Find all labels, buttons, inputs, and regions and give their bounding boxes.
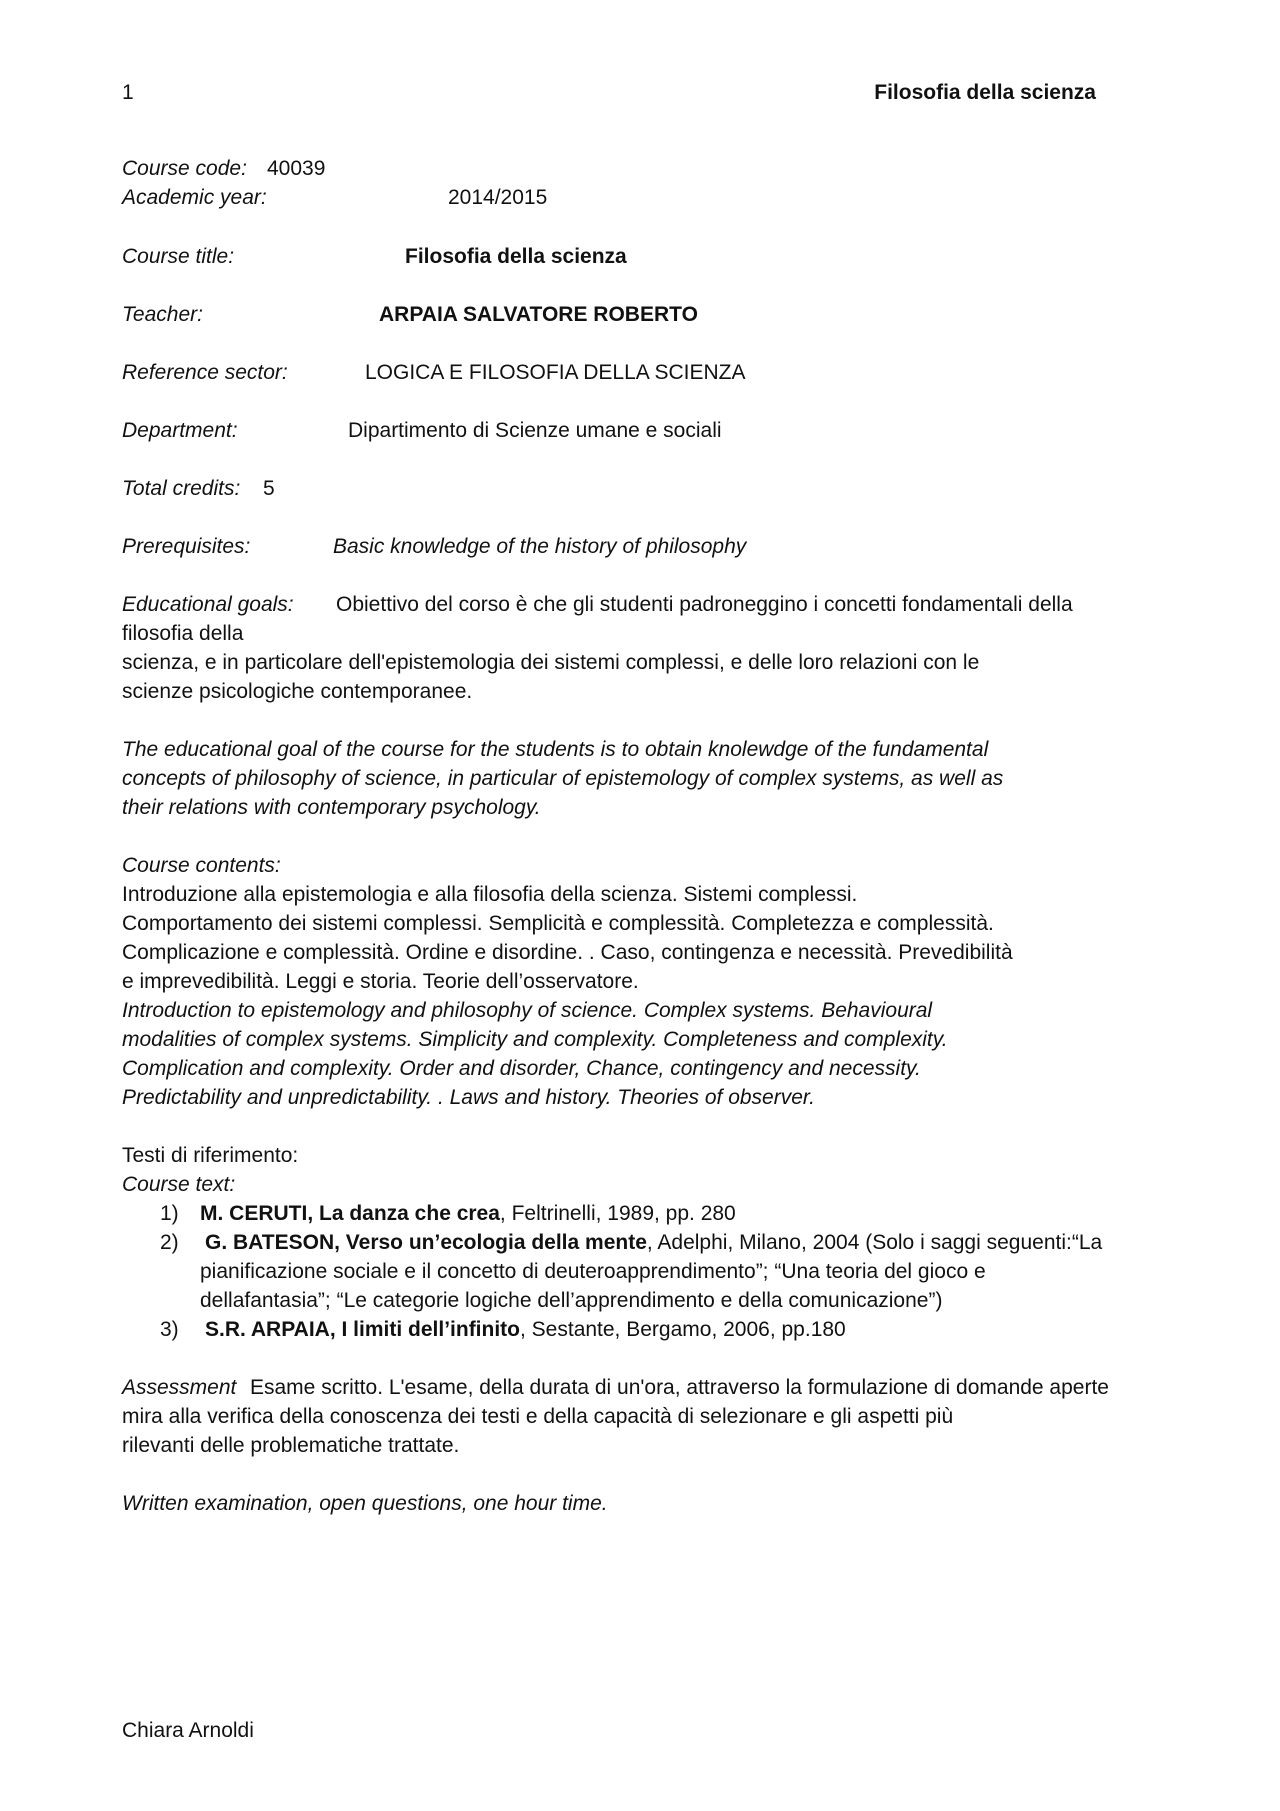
reference-details: , Sestante, Bergamo, 2006, pp.180 <box>520 1318 846 1341</box>
texts-label-it: Testi di riferimento: <box>122 1144 299 1167</box>
reference-details: pianificazione sociale e il concetto di deuteroapprendimento”; “Una teoria del gioco e <box>200 1260 986 1283</box>
reference-details: , Adelphi, Milano, 2004 (Solo i saggi seguenti:“La <box>646 1231 1103 1254</box>
texts-label-en: Course text: <box>122 1173 236 1196</box>
course-contents-en-line: Complication and complexity. Order and disorder, Chance, contingency and necessity. <box>122 1057 921 1080</box>
educational-goals-en-line: their relations with contemporary psychology. <box>122 796 541 819</box>
reference-author-title: S.R. ARPAIA, I limiti dell’infinito <box>205 1318 520 1341</box>
total-credits-value: 5 <box>263 477 275 500</box>
reference-sector-value: LOGICA E FILOSOFIA DELLA SCIENZA <box>365 361 746 384</box>
reference-author-title: M. CERUTI, La danza che crea <box>200 1202 500 1225</box>
assessment-en: Written examination, open questions, one hour time. <box>122 1492 608 1515</box>
course-title-value: Filosofia della scienza <box>405 245 627 268</box>
educational-goals-en <box>122 735 1162 822</box>
list-item <box>200 1199 736 1228</box>
course-code-label: Course code: <box>122 157 247 180</box>
department-label: Department: <box>122 419 238 442</box>
reference-sector-label: Reference sector: <box>122 361 288 384</box>
academic-year-value: 2014/2015 <box>448 186 548 209</box>
assessment-line: mira alla verifica della conoscenza dei testi e della capacità di selezionare e gli aspetti più <box>122 1405 954 1428</box>
assessment-line: Esame scritto. L'esame, della durata di un'ora, attraverso la formulazione di domande aperte <box>250 1376 1109 1399</box>
assessment-it <box>122 1402 1162 1460</box>
course-contents-line: Complicazione e complessità. Ordine e disordine. . Caso, contingenza e necessità. Prevedibilità <box>122 941 1013 964</box>
page-number: 1 <box>122 81 134 104</box>
footer-author: Chiara Arnoldi <box>122 1719 254 1742</box>
assessment-line: rilevanti delle problematiche trattate. <box>122 1434 460 1457</box>
educational-goals-line: Obiettivo del corso è che gli studenti padroneggino i concetti fondamentali della <box>336 593 1073 616</box>
course-contents-line: Introduzione alla epistemologia e alla filosofia della scienza. Sistemi complessi. <box>122 883 858 906</box>
total-credits-label: Total credits: <box>122 477 241 500</box>
reference-details: , Feltrinelli, 1989, pp. 280 <box>499 1202 736 1225</box>
course-contents-en-line: Predictability and unpredictability. . Laws and history. Theories of observer. <box>122 1086 815 1109</box>
list-item <box>205 1315 846 1344</box>
teacher-value: ARPAIA SALVATORE ROBERTO <box>379 303 698 326</box>
educational-goals-line: filosofia della <box>122 622 244 645</box>
educational-goals-line: scienza, e in particolare dell'epistemologia dei sistemi complessi, e delle loro relazioni con le <box>122 651 980 674</box>
course-contents-label: Course contents: <box>122 854 281 877</box>
list-item-number: 2) <box>160 1231 179 1254</box>
educational-goals-line: scienze psicologiche contemporanee. <box>122 680 473 703</box>
course-contents-line: e imprevedibilità. Leggi e storia. Teorie dell’osservatore. <box>122 970 639 993</box>
course-contents-it <box>122 880 1162 996</box>
reference-details: dellafantasia”; “Le categorie logiche dell’apprendimento e della comunicazione”) <box>200 1289 943 1312</box>
educational-goals-en-line: The educational goal of the course for the students is to obtain knolewdge of the fundamental <box>122 738 989 761</box>
list-item-number: 1) <box>160 1202 179 1225</box>
prerequisites-value: Basic knowledge of the history of philosophy <box>333 535 747 558</box>
teacher-label: Teacher: <box>122 303 203 326</box>
list-item <box>205 1228 1102 1257</box>
running-title: Filosofia della scienza <box>874 81 1096 104</box>
academic-year-label: Academic year: <box>122 186 267 209</box>
course-contents-en-line: modalities of complex systems. Simplicity and complexity. Completeness and complexity. <box>122 1028 948 1051</box>
course-title-label: Course title: <box>122 245 235 268</box>
course-contents-line: Comportamento dei sistemi complessi. Semplicità e complessità. Completezza e complessità. <box>122 912 994 935</box>
educational-goals-label: Educational goals: <box>122 593 294 616</box>
course-contents-en <box>122 996 1162 1112</box>
course-code-value: 40039 <box>267 157 326 180</box>
department-value: Dipartimento di Scienze umane e sociali <box>348 419 722 442</box>
course-contents-en-line: Introduction to epistemology and philosophy of science. Complex systems. Behavioural <box>122 999 933 1022</box>
prerequisites-label: Prerequisites: <box>122 535 251 558</box>
assessment-label: Assessment <box>122 1376 237 1399</box>
reference-author-title: G. BATESON, Verso un’ecologia della mente <box>205 1231 647 1254</box>
educational-goals-en-line: concepts of philosophy of science, in particular of epistemology of complex systems, as well as <box>122 767 1004 790</box>
educational-goals-it <box>122 619 1162 706</box>
list-item-number: 3) <box>160 1318 179 1341</box>
